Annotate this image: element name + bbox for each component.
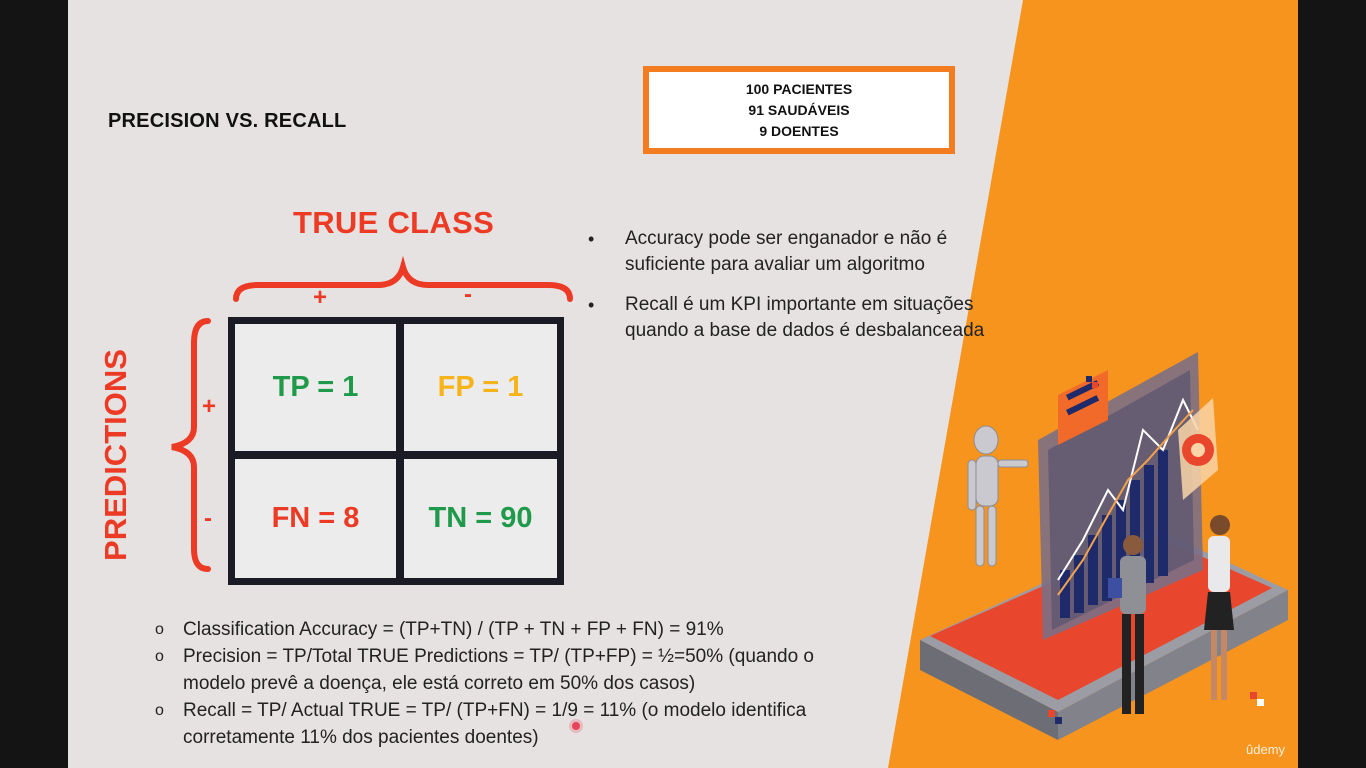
cell-false-negative: FN = 8 <box>271 502 360 534</box>
slide-title: PRECISION VS. RECALL <box>108 110 347 132</box>
mouse-cursor-indicator <box>572 722 580 730</box>
col-sign-negative: - <box>464 281 472 308</box>
cell-true-negative: TN = 90 <box>428 502 533 534</box>
formula-precision: Precision = TP/Total TRUE Predictions = TP/ (TP+FP) = ½=50% (quando o modelo prevê a doença, ele está correto em 50% dos casos) <box>183 646 814 694</box>
bullet-text: Recall é um KPI importante em situações quando a base de dados é desbalanceada <box>625 294 985 341</box>
patients-info-box <box>643 66 955 154</box>
udemy-logo: ûdemy <box>1246 742 1286 757</box>
list-item <box>588 226 988 278</box>
confusion-matrix <box>228 317 564 585</box>
key-points-list <box>588 226 988 358</box>
list-item <box>153 643 873 697</box>
slide <box>68 0 1298 768</box>
cell-false-positive: FP = 1 <box>437 371 524 403</box>
true-class-label: TRUE CLASS <box>293 205 495 240</box>
row-sign-positive: + <box>202 393 217 420</box>
bullet-icon: • <box>588 229 595 249</box>
circle-bullet-icon: o <box>155 621 164 638</box>
predictions-label: PREDICTIONS <box>98 349 133 561</box>
formula-recall: Recall = TP/ Actual TRUE = TP/ (TP+FN) = 1/9 = 11% (o modelo identifica corretamente 11% dos pacientes doentes) <box>183 700 807 748</box>
predictions-brace <box>164 315 217 575</box>
data-analytics-illustration <box>908 340 1298 768</box>
matrix-horizontal-divider <box>235 451 557 459</box>
info-line-sick: 9 DOENTES <box>759 122 839 139</box>
true-class-brace <box>228 255 588 303</box>
list-item <box>588 292 988 344</box>
bullet-icon: • <box>588 295 595 315</box>
cell-true-positive: TP = 1 <box>272 371 359 403</box>
row-sign-negative: - <box>204 505 212 532</box>
circle-bullet-icon: o <box>155 702 164 719</box>
bullet-text: Accuracy pode ser enganador e não é suficiente para avaliar um algoritmo <box>625 228 948 275</box>
list-item <box>153 616 873 643</box>
info-line-total: 100 PACIENTES <box>745 80 853 97</box>
info-line-healthy: 91 SAUDÁVEIS <box>748 101 850 118</box>
circle-bullet-icon: o <box>155 648 164 665</box>
formulas-list <box>153 616 873 751</box>
formula-accuracy: Classification Accuracy = (TP+TN) / (TP + TN + FP + FN) = 91% <box>183 619 724 640</box>
col-sign-positive: + <box>313 284 328 311</box>
list-item <box>153 697 873 751</box>
